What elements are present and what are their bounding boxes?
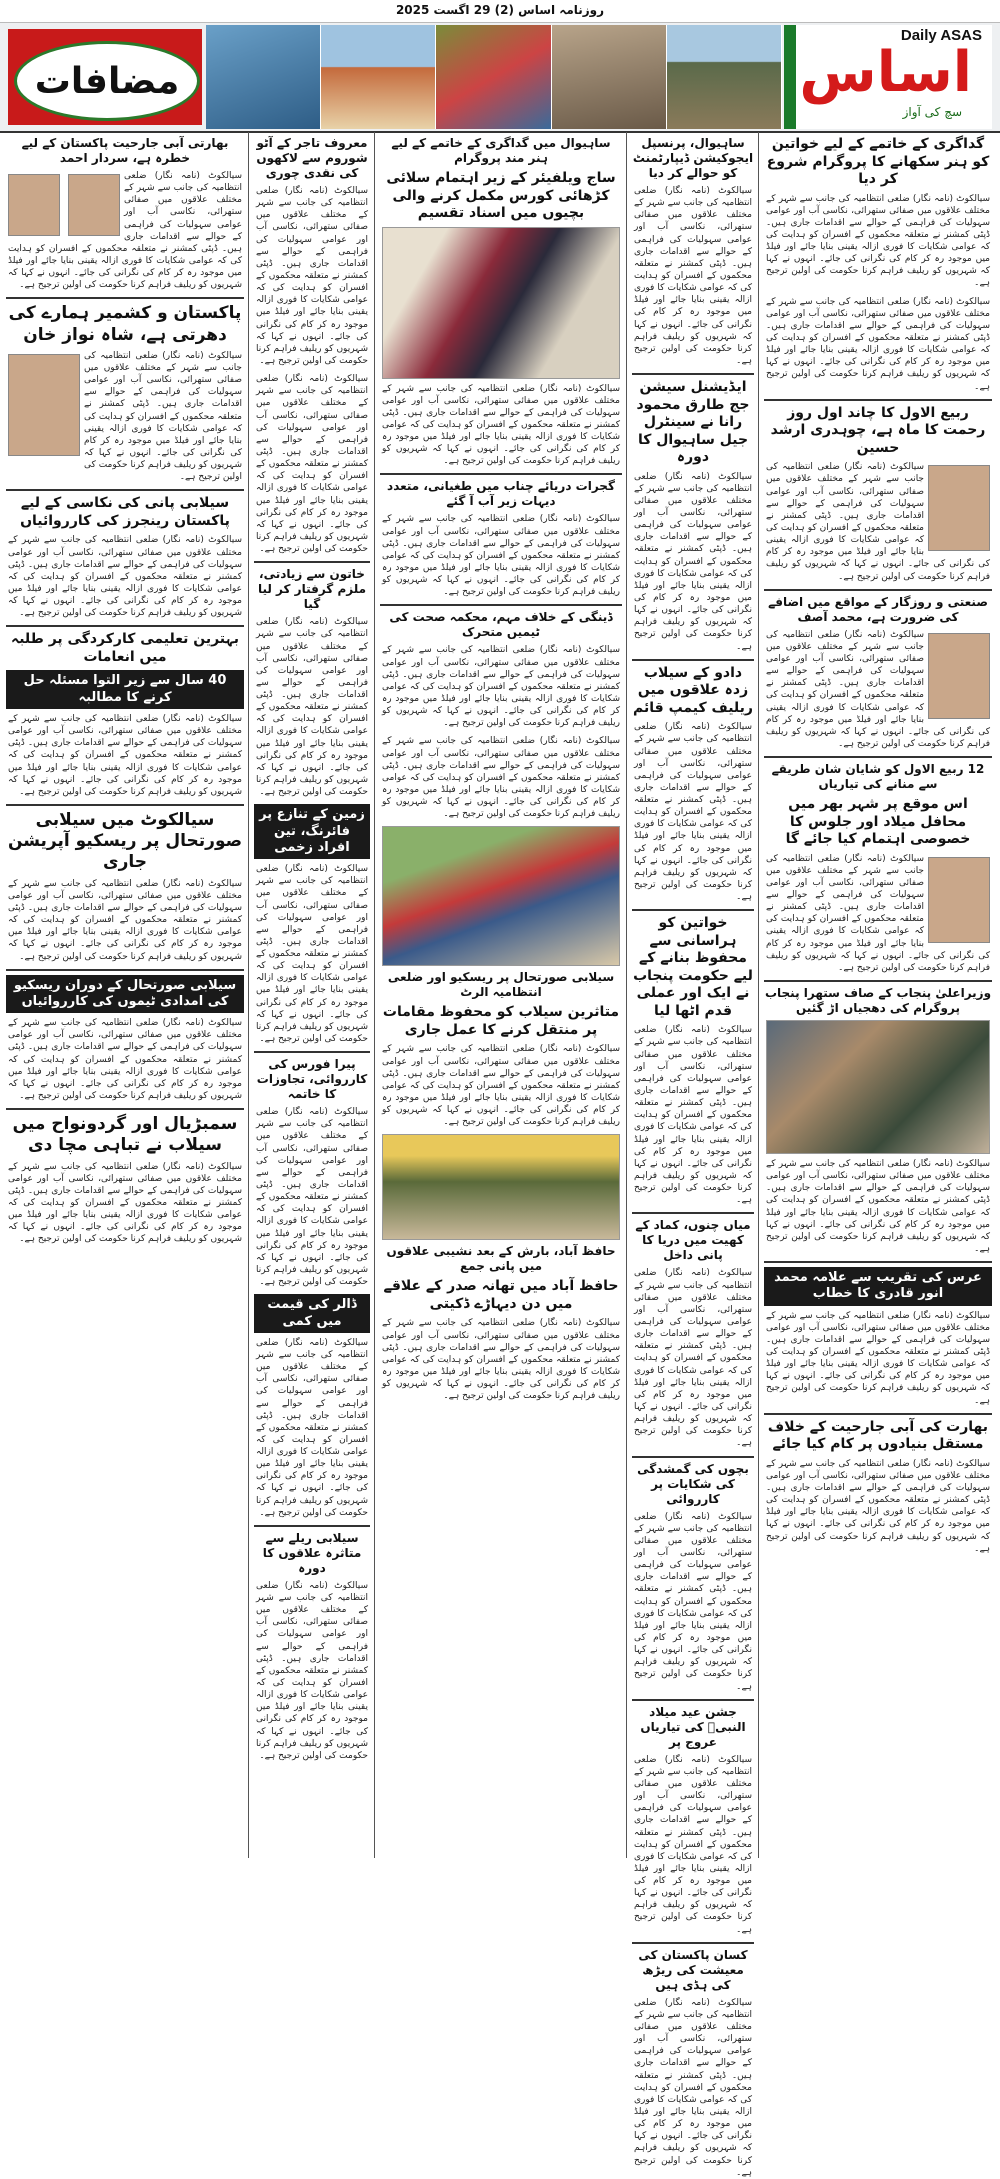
article-text: سیالکوٹ (نامہ نگار) ضلعی انتظامیہ کی جانب سے شہر کے مختلف علاقوں میں صفائی ستھرائی، نکاسی آب اور عوامی سہولیات کی فراہمی کے حوالے سے اقدامات جاری ہیں۔ ڈپٹی کمشنر نے متعلقہ محکموں کے افسران کو ہدایت کی کہ عوامی شکایات کا فوری ازالہ یقینی بنایا جائے اور فیلڈ میں موجود رہ کر کام کی نگرانی کی جائے۔ انہوں نے کہا کہ شہریوں کو ریلیف فراہم کرنا حکومت کی اولین ترجیح ہے۔ (766, 853, 990, 973)
divider (632, 1942, 754, 1944)
portrait-photo (8, 354, 80, 456)
column-rule (626, 132, 627, 1858)
divider (254, 1051, 370, 1053)
headline: ربیع الاول کا چاند اول روز رحمت کا ماہ ہے، چوہدری ارشد حسین (770, 404, 986, 456)
article-text: سیالکوٹ (نامہ نگار) ضلعی انتظامیہ کی جانب سے شہر کے مختلف علاقوں میں صفائی ستھرائی، نکاسی آب اور عوامی سہولیات کی فراہمی کے حوالے سے اقدامات جاری ہیں۔ ڈپٹی کمشنر نے متعلقہ محکموں کے افسران کو ہدایت کی کہ عوامی شکایات کا فوری ازالہ یقینی بنایا جائے اور فیلڈ میں موجود رہ کر کام کی نگرانی کی جائے۔ انہوں نے کہا کہ شہریوں کو ریلیف فراہم کرنا حکومت کی اولین ترجیح ہے۔ (256, 374, 368, 555)
masthead-photo (436, 25, 551, 129)
divider (6, 489, 244, 491)
headline: سیلابی پانی کی نکاسی کے لیے پاکستان رینجرز کی کارروائیاں (20, 495, 230, 529)
headline: ساہیوال، پرنسپل ایجوکیشن ڈیپارٹمنٹ کو حوالے کر دیا (632, 136, 754, 180)
article-text: سیالکوٹ (نامہ نگار) ضلعی انتظامیہ کی جانب سے شہر کے مختلف علاقوں میں صفائی ستھرائی، نکاسی آب اور عوامی سہولیات کی فراہمی کے حوالے سے اقدامات جاری ہیں۔ ڈپٹی کمشنر نے متعلقہ محکموں کے افسران کو ہدایت کی کہ عوامی شکایات کا فوری ازالہ یقینی بنایا جائے اور فیلڈ میں موجود رہ کر کام کی نگرانی کی جائے۔ انہوں نے کہا کہ شہریوں کو ریلیف فراہم کرنا حکومت کی اولین ترجیح ہے۔ (8, 713, 242, 797)
portrait-photo (928, 633, 990, 719)
divider (380, 604, 622, 606)
news-photo (766, 1020, 990, 1154)
article-text: سیالکوٹ (نامہ نگار) ضلعی انتظامیہ کی جانب سے شہر کے مختلف علاقوں میں صفائی ستھرائی، نکاسی آب اور عوامی سہولیات کی فراہمی کے حوالے سے اقدامات جاری ہیں۔ ڈپٹی کمشنر نے متعلقہ محکموں کے افسران کو ہدایت کی کہ عوامی شکایات کا فوری ازالہ یقینی بنایا جائے اور فیلڈ میں موجود رہ کر کام کی نگرانی کی جائے۔ انہوں نے کہا کہ شہریوں کو ریلیف فراہم کرنا حکومت کی اولین ترجیح ہے۔ (8, 1018, 242, 1101)
article-text: سیالکوٹ (نامہ نگار) ضلعی انتظامیہ کی جانب سے شہر کے مختلف علاقوں میں صفائی ستھرائی، نکاسی آب اور عوامی سہولیات کی فراہمی کے حوالے سے اقدامات جاری ہیں۔ ڈپٹی کمشنر نے متعلقہ محکموں کے افسران کو ہدایت کی کہ عوامی شکایات کا فوری ازالہ یقینی بنایا جائے اور فیلڈ میں موجود رہ کر کام کی نگرانی کی جائے۔ انہوں نے کہا کہ شہریوں کو ریلیف فراہم کرنا حکومت کی اولین ترجیح ہے۔ (382, 1318, 620, 1402)
article-text: سیالکوٹ (نامہ نگار) ضلعی انتظامیہ کی جانب سے شہر کے مختلف علاقوں میں صفائی ستھرائی، نکاسی آب اور عوامی سہولیات کی فراہمی کے حوالے سے اقدامات جاری ہیں۔ ڈپٹی کمشنر نے متعلقہ محکموں کے افسران کو ہدایت کی کہ عوامی شکایات کا فوری ازالہ یقینی بنایا جائے اور فیلڈ میں موجود رہ کر کام کی نگرانی کی جائے۔ انہوں نے کہا کہ شہریوں کو ریلیف فراہم کرنا حکومت کی اولین ترجیح ہے۔ (382, 736, 620, 820)
divider (254, 1525, 370, 1527)
article-text: سیالکوٹ (نامہ نگار) ضلعی انتظامیہ کی جانب سے شہر کے مختلف علاقوں میں صفائی ستھرائی، نکاسی آب اور عوامی سہولیات کی فراہمی کے حوالے سے اقدامات جاری ہیں۔ ڈپٹی کمشنر نے متعلقہ محکموں کے افسران کو ہدایت کی کہ عوامی شکایات کا فوری ازالہ یقینی بنایا جائے اور فیلڈ میں موجود رہ کر کام کی نگرانی کی جائے۔ انہوں نے کہا کہ شہریوں کو ریلیف فراہم کرنا حکومت کی اولین ترجیح ہے۔ (256, 617, 368, 798)
headline: سیلابی ریلے سے متاثرہ علاقوں کا دورہ (262, 1530, 362, 1575)
headline: ڈینگی کے خلاف مہم، محکمہ صحت کی ٹیمیں متحرک (389, 610, 613, 640)
column-rule (374, 132, 375, 1858)
headline: وزیراعلیٰ پنجاب کے صاف ستھرا پنجاب پروگرام کی دھجیاں اڑ گئیں (764, 985, 992, 1015)
article-text: سیالکوٹ (نامہ نگار) ضلعی انتظامیہ کی جانب سے شہر کے مختلف علاقوں میں صفائی ستھرائی، نکاسی آب اور عوامی سہولیات کی فراہمی کے حوالے سے اقدامات جاری ہیں۔ ڈپٹی کمشنر نے متعلقہ محکموں کے افسران کو ہدایت کی کہ عوامی شکایات کا فوری ازالہ یقینی بنایا جائے اور فیلڈ میں موجود رہ کر کام کی نگرانی کی جائے۔ انہوں نے کہا کہ شہریوں کو ریلیف فراہم کرنا حکومت کی اولین ترجیح ہے۔ (634, 1754, 752, 1935)
headline: کسان پاکستان کی معیشت کی ریڑھ کی ہڈی ہیں (638, 1947, 748, 1992)
divider (764, 399, 992, 401)
article-text: سیالکوٹ (نامہ نگار) ضلعی انتظامیہ کی جانب سے شہر کے مختلف علاقوں میں صفائی ستھرائی، نکاسی آب اور عوامی سہولیات کی فراہمی کے حوالے سے اقدامات جاری ہیں۔ ڈپٹی کمشنر نے متعلقہ محکموں کے افسران کو ہدایت کی کہ عوامی شکایات کا فوری ازالہ یقینی بنایا جائے اور فیلڈ میں موجود رہ کر کام کی نگرانی کی جائے۔ انہوں نے کہا کہ شہریوں کو ریلیف فراہم کرنا حکومت کی اولین ترجیح ہے۔ (8, 1161, 242, 1245)
divider (632, 1212, 754, 1214)
section-title: مضافات (14, 41, 200, 121)
brand-urdu: اساس (799, 40, 972, 105)
portrait-photo (8, 174, 60, 236)
headline: حافظ آباد، بارش کے بعد نشیبی علاقوں میں پانی جمع (386, 1244, 616, 1274)
article-text: سیالکوٹ (نامہ نگار) ضلعی انتظامیہ کی جانب سے شہر کے مختلف علاقوں میں صفائی ستھرائی، نکاسی آب اور عوامی سہولیات کی فراہمی کے حوالے سے اقدامات جاری ہیں۔ ڈپٹی کمشنر نے متعلقہ محکموں کے افسران کو ہدایت کی کہ عوامی شکایات کا فوری ازالہ یقینی بنایا جائے اور فیلڈ میں موجود رہ کر کام کی نگرانی کی جائے۔ انہوں نے کہا کہ شہریوں کو ریلیف فراہم کرنا حکومت کی اولین ترجیح ہے۔ (634, 186, 752, 366)
masthead-photo (206, 25, 321, 129)
masthead-photo (667, 25, 782, 129)
divider (764, 589, 992, 591)
headline: ایڈیشنل سیشن جج طارق محمود رانا نے سینٹرل جیل ساہیوال کا دورہ (636, 379, 750, 466)
news-photo (382, 826, 620, 966)
news-photo (382, 227, 620, 379)
portrait-photo (928, 857, 990, 943)
headline: بہترین تعلیمی کارکردگی پر طلبہ میں انعامات (11, 631, 239, 665)
headline: ساہیوال میں گداگری کے خاتمے کے لیے ہنر مند پروگرام (391, 136, 611, 165)
divider (764, 980, 992, 982)
article-text: سیالکوٹ (نامہ نگار) ضلعی انتظامیہ کی جانب سے شہر کے مختلف علاقوں میں صفائی ستھرائی، نکاسی آب اور عوامی سہولیات کی فراہمی کے حوالے سے اقدامات جاری ہیں۔ ڈپٹی کمشنر نے متعلقہ محکموں کے افسران کو ہدایت کی کہ عوامی شکایات کا فوری ازالہ یقینی بنایا جائے اور فیلڈ میں موجود رہ کر کام کی نگرانی کی جائے۔ انہوں نے کہا کہ شہریوں کو ریلیف فراہم کرنا حکومت کی اولین ترجیح ہے۔ (8, 535, 242, 619)
article-text: سیالکوٹ (نامہ نگار) ضلعی انتظامیہ کی جانب سے شہر کے مختلف علاقوں میں صفائی ستھرائی، نکاسی آب اور عوامی سہولیات کی فراہمی کے حوالے سے اقدامات جاری ہیں۔ ڈپٹی کمشنر نے متعلقہ محکموں کے افسران کو ہدایت کی کہ عوامی شکایات کا فوری ازالہ یقینی بنایا جائے اور فیلڈ میں موجود رہ کر کام کی نگرانی کی جائے۔ انہوں نے کہا کہ شہریوں کو ریلیف فراہم کرنا حکومت کی اولین ترجیح ہے۔ (382, 1044, 620, 1128)
article-text: سیالکوٹ (نامہ نگار) ضلعی انتظامیہ کی جانب سے شہر کے مختلف علاقوں میں صفائی ستھرائی، نکاسی آب اور عوامی سہولیات کی فراہمی کے حوالے سے اقدامات جاری ہیں۔ ڈپٹی کمشنر نے متعلقہ محکموں کے افسران کو ہدایت کی کہ عوامی شکایات کا فوری ازالہ یقینی بنایا جائے اور فیلڈ میں موجود رہ کر کام کی نگرانی کی جائے۔ انہوں نے کہا کہ شہریوں کو ریلیف فراہم کرنا حکومت کی اولین ترجیح ہے۔ (766, 193, 990, 289)
flag-bar (784, 25, 796, 129)
headline: ڈالر کی قیمت میں کمی (254, 1294, 370, 1333)
news-photo (382, 1134, 620, 1240)
divider (6, 297, 244, 299)
article-text: سیالکوٹ (نامہ نگار) ضلعی انتظامیہ کی جانب سے شہر کے مختلف علاقوں میں صفائی ستھرائی، نکاسی آب اور عوامی سہولیات کی فراہمی کے حوالے سے اقدامات جاری ہیں۔ ڈپٹی کمشنر نے متعلقہ محکموں کے افسران کو ہدایت کی کہ عوامی شکایات کا فوری ازالہ یقینی بنایا جائے اور فیلڈ میں موجود رہ کر کام کی نگرانی کی جائے۔ انہوں نے کہا کہ شہریوں کو ریلیف فراہم کرنا حکومت کی اولین ترجیح ہے۔ (256, 1107, 368, 1288)
divider (380, 473, 622, 475)
divider (632, 373, 754, 375)
column-3 (378, 132, 624, 1858)
portrait-photo (928, 465, 990, 551)
article-text: سیالکوٹ (نامہ نگار) ضلعی انتظامیہ کی جانب سے شہر کے مختلف علاقوں میں صفائی ستھرائی، نکاسی آب اور عوامی سہولیات کی فراہمی کے حوالے سے اقدامات جاری ہیں۔ ڈپٹی کمشنر نے متعلقہ محکموں کے افسران کو ہدایت کی کہ عوامی شکایات کا فوری ازالہ یقینی بنایا جائے اور فیلڈ میں موجود رہ کر کام کی نگرانی کی جائے۔ انہوں نے کہا کہ شہریوں کو ریلیف فراہم کرنا حکومت کی اولین ترجیح ہے۔ (8, 171, 242, 291)
headline: حافظ آباد میں تھانہ صدر کے علاقے میں دن دیہاڑے ڈکیتی (383, 1278, 619, 1312)
headline: زمین کے تنازع پر فائرنگ، تین افراد زخمی (254, 804, 370, 859)
divider (764, 756, 992, 758)
divider (6, 625, 244, 627)
article-text: سیالکوٹ (نامہ نگار) ضلعی انتظامیہ کی جانب سے شہر کے مختلف علاقوں میں صفائی ستھرائی، نکاسی آب اور عوامی سہولیات کی فراہمی کے حوالے سے اقدامات جاری ہیں۔ ڈپٹی کمشنر نے متعلقہ محکموں کے افسران کو ہدایت کی کہ عوامی شکایات کا فوری ازالہ یقینی بنایا جائے اور فیلڈ میں موجود رہ کر کام کی نگرانی کی جائے۔ انہوں نے کہا کہ شہریوں کو ریلیف فراہم کرنا حکومت کی اولین ترجیح ہے۔ (256, 1337, 368, 1518)
headline: گداگری کے خاتمے کے لیے خواتین کو ہنر سکھانے کا پروگرام شروع کر دیا (766, 136, 990, 187)
headline: پاکستان و کشمیر ہمارے کی دھرتی ہے، شاہ نواز خان (8, 303, 242, 345)
headline: معروف تاجر کے آٹو شوروم سے لاکھوں کی نقدی چوری (256, 136, 368, 180)
headline: میاں چنوں، کماد کے کھیت میں دریا کا پانی داخل (635, 1218, 751, 1263)
article-text: سیالکوٹ (نامہ نگار) ضلعی انتظامیہ کی جانب سے شہر کے مختلف علاقوں میں صفائی ستھرائی، نکاسی آب اور عوامی سہولیات کی فراہمی کے حوالے سے اقدامات جاری ہیں۔ ڈپٹی کمشنر نے متعلقہ محکموں کے افسران کو ہدایت کی کہ عوامی شکایات کا فوری ازالہ یقینی بنایا جائے اور فیلڈ میں موجود رہ کر کام کی نگرانی کی جائے۔ انہوں نے کہا کہ شہریوں کو ریلیف فراہم کرنا حکومت کی اولین ترجیح ہے۔ (8, 878, 242, 962)
column-4 (252, 132, 372, 1858)
headline: گجرات دریائے چناب میں طغیانی، متعدد دیہات زیر آب آ گئے (387, 479, 615, 509)
article-text: سیالکوٹ (نامہ نگار) ضلعی انتظامیہ کی جانب سے شہر کے مختلف علاقوں میں صفائی ستھرائی، نکاسی آب اور عوامی سہولیات کی فراہمی کے حوالے سے اقدامات جاری ہیں۔ ڈپٹی کمشنر نے متعلقہ محکموں کے افسران کو ہدایت کی کہ عوامی شکایات کا فوری ازالہ یقینی بنایا جائے اور فیلڈ میں موجود رہ کر کام کی نگرانی کی جائے۔ انہوں نے کہا کہ شہریوں کو ریلیف فراہم کرنا حکومت کی اولین ترجیح ہے۔ (634, 722, 752, 903)
headline: متاثرین سیلاب کو محفوظ مقامات پر منتقل کرنے کا عمل جاری (382, 1004, 620, 1038)
column-5 (4, 132, 246, 1858)
masthead-photo (321, 25, 436, 129)
masthead-photo-strip (206, 25, 782, 129)
headline: سیلابی صورتحال پر ریسکیو اور ضلعی انتظامیہ الرٹ (387, 970, 615, 1000)
dateline: روزنامہ اساس (2) 29 اگست 2025 (395, 3, 605, 17)
column-rule (758, 132, 759, 1858)
headline: 12 ربیع الاول کو شایان شان طریقے سے منانے کی تیاریاں (771, 762, 985, 792)
article-text: سیالکوٹ (نامہ نگار) ضلعی انتظامیہ کی جانب سے شہر کے مختلف علاقوں میں صفائی ستھرائی، نکاسی آب اور عوامی سہولیات کی فراہمی کے حوالے سے اقدامات جاری ہیں۔ ڈپٹی کمشنر نے متعلقہ محکموں کے افسران کو ہدایت کی کہ عوامی شکایات کا فوری ازالہ یقینی بنایا جائے اور فیلڈ میں موجود رہ کر کام کی نگرانی کی جائے۔ انہوں نے کہا کہ شہریوں کو ریلیف فراہم کرنا حکومت کی اولین ترجیح ہے۔ (634, 471, 752, 652)
article-text: سیالکوٹ (نامہ نگار) ضلعی انتظامیہ کی جانب سے شہر کے مختلف علاقوں میں صفائی ستھرائی، نکاسی آب اور عوامی سہولیات کی فراہمی کے حوالے سے اقدامات جاری ہیں۔ ڈپٹی کمشنر نے متعلقہ محکموں کے افسران کو ہدایت کی کہ عوامی شکایات کا فوری ازالہ یقینی بنایا جائے اور فیلڈ میں موجود رہ کر کام کی نگرانی کی جائے۔ انہوں نے کہا کہ شہریوں کو ریلیف فراہم کرنا حکومت کی اولین ترجیح ہے۔ (634, 1997, 752, 2178)
headline: ساج ویلفیئر کے زیر اہتمام سلائی کڑھائی کورس مکمل کرنے والی بچیوں میں اسناد تقسیم (386, 170, 616, 221)
article-text: سیالکوٹ (نامہ نگار) ضلعی انتظامیہ کی جانب سے شہر کے مختلف علاقوں میں صفائی ستھرائی، نکاسی آب اور عوامی سہولیات کی فراہمی کے حوالے سے اقدامات جاری ہیں۔ ڈپٹی کمشنر نے متعلقہ محکموں کے افسران کو ہدایت کی کہ عوامی شکایات کا فوری ازالہ یقینی بنایا جائے اور فیلڈ میں موجود رہ کر کام کی نگرانی کی جائے۔ انہوں نے کہا کہ شہریوں کو ریلیف فراہم کرنا حکومت کی اولین ترجیح ہے۔ (256, 864, 368, 1045)
brand-logo (784, 25, 992, 129)
headline: پیرا فورس کی کارروائی، تجاوزات کا خاتمہ (256, 1057, 368, 1102)
divider (6, 969, 244, 971)
column-1 (762, 132, 994, 1858)
article-text: سیالکوٹ (نامہ نگار) ضلعی انتظامیہ کی جانب سے شہر کے مختلف علاقوں میں صفائی ستھرائی، نکاسی آب اور عوامی سہولیات کی فراہمی کے حوالے سے اقدامات جاری ہیں۔ ڈپٹی کمشنر نے متعلقہ محکموں کے افسران کو ہدایت کی کہ عوامی شکایات کا فوری ازالہ یقینی بنایا جائے اور فیلڈ میں موجود رہ کر کام کی نگرانی کی جائے۔ انہوں نے کہا کہ شہریوں کو ریلیف فراہم کرنا حکومت کی اولین ترجیح ہے۔ (634, 1268, 752, 1449)
headline: بھارتی آبی جارحیت پاکستان کے لیے خطرہ ہے، سردار احمد (21, 136, 229, 165)
headline: بھارت کی آبی جارحیت کے خلاف مستقل بنیادوں پر کام کیا جائے (767, 1418, 989, 1453)
divider (764, 1413, 992, 1415)
divider (764, 1261, 992, 1263)
headline: سیالکوٹ میں سیلابی صورتحال پر ریسکیو آپریشن جاری (7, 809, 243, 873)
divider (254, 561, 370, 563)
article-text: سیالکوٹ (نامہ نگار) ضلعی انتظامیہ کی جانب سے شہر کے مختلف علاقوں میں صفائی ستھرائی، نکاسی آب اور عوامی سہولیات کی فراہمی کے حوالے سے اقدامات جاری ہیں۔ ڈپٹی کمشنر نے متعلقہ محکموں کے افسران کو ہدایت کی کہ عوامی شکایات کا فوری ازالہ یقینی بنایا جائے اور فیلڈ میں موجود رہ کر کام کی نگرانی کی جائے۔ انہوں نے کہا کہ شہریوں کو ریلیف فراہم کرنا حکومت کی اولین ترجیح ہے۔ (84, 350, 242, 483)
article-text: سیالکوٹ (نامہ نگار) ضلعی انتظامیہ کی جانب سے شہر کے مختلف علاقوں میں صفائی ستھرائی، نکاسی آب اور عوامی سہولیات کی فراہمی کے حوالے سے اقدامات جاری ہیں۔ ڈپٹی کمشنر نے متعلقہ محکموں کے افسران کو ہدایت کی کہ عوامی شکایات کا فوری ازالہ یقینی بنایا جائے اور فیلڈ میں موجود رہ کر کام کی نگرانی کی جائے۔ انہوں نے کہا کہ شہریوں کو ریلیف فراہم کرنا حکومت کی اولین ترجیح ہے۔ (634, 1025, 752, 1206)
headline: سیلابی صورتحال کے دوران ریسکیو کی امدادی ٹیموں کی کارروائیاں (6, 975, 244, 1014)
headline: بچوں کی گمشدگی کی شکایات پر کارروائی (637, 1461, 749, 1506)
article-text: سیالکوٹ (نامہ نگار) ضلعی انتظامیہ کی جانب سے شہر کے مختلف علاقوں میں صفائی ستھرائی، نکاسی آب اور عوامی سہولیات کی فراہمی کے حوالے سے اقدامات جاری ہیں۔ ڈپٹی کمشنر نے متعلقہ محکموں کے افسران کو ہدایت کی کہ عوامی شکایات کا فوری ازالہ یقینی بنایا جائے اور فیلڈ میں موجود رہ کر کام کی نگرانی کی جائے۔ انہوں نے کہا کہ شہریوں کو ریلیف فراہم کرنا حکومت کی اولین ترجیح ہے۔ (382, 514, 620, 598)
headline: اس موقع پر شہر بھر میں محافل میلاد اور جلوس کا خصوصی اہتمام کیا جائے گا (785, 796, 971, 848)
headline: عرس کی تقریب سے علامہ محمد انور قادری کا خطاب (764, 1267, 992, 1306)
brand-tagline: سچ کی آواز (902, 105, 962, 119)
divider (6, 804, 244, 806)
article-text: سیالکوٹ (نامہ نگار) ضلعی انتظامیہ کی جانب سے شہر کے مختلف علاقوں میں صفائی ستھرائی، نکاسی آب اور عوامی سہولیات کی فراہمی کے حوالے سے اقدامات جاری ہیں۔ ڈپٹی کمشنر نے متعلقہ محکموں کے افسران کو ہدایت کی کہ عوامی شکایات کا فوری ازالہ یقینی بنایا جائے اور فیلڈ میں موجود رہ کر کام کی نگرانی کی جائے۔ انہوں نے کہا کہ شہریوں کو ریلیف فراہم کرنا حکومت کی اولین ترجیح ہے۔ (766, 1458, 990, 1554)
section-title-block (8, 29, 202, 125)
masthead-photo (552, 25, 667, 129)
headline: 40 سال سے زیر التوا مسئلہ حل کرنے کا مطالبہ (6, 670, 244, 709)
article-text: سیالکوٹ (نامہ نگار) ضلعی انتظامیہ کی جانب سے شہر کے مختلف علاقوں میں صفائی ستھرائی، نکاسی آب اور عوامی سہولیات کی فراہمی کے حوالے سے اقدامات جاری ہیں۔ ڈپٹی کمشنر نے متعلقہ محکموں کے افسران کو ہدایت کی کہ عوامی شکایات کا فوری ازالہ یقینی بنایا جائے اور فیلڈ میں موجود رہ کر کام کی نگرانی کی جائے۔ انہوں نے کہا کہ شہریوں کو ریلیف فراہم کرنا حکومت کی اولین ترجیح ہے۔ (256, 186, 368, 366)
article-text: سیالکوٹ (نامہ نگار) ضلعی انتظامیہ کی جانب سے شہر کے مختلف علاقوں میں صفائی ستھرائی، نکاسی آب اور عوامی سہولیات کی فراہمی کے حوالے سے اقدامات جاری ہیں۔ ڈپٹی کمشنر نے متعلقہ محکموں کے افسران کو ہدایت کی کہ عوامی شکایات کا فوری ازالہ یقینی بنایا جائے اور فیلڈ میں موجود رہ کر کام کی نگرانی کی جائے۔ انہوں نے کہا کہ شہریوں کو ریلیف فراہم کرنا حکومت کی اولین ترجیح ہے۔ (766, 1158, 990, 1254)
headline: خواتین کو ہراسانی سے محفوظ بنانے کے لیے حکومت پنجاب نے ایک اور عملی قدم اٹھا لیا (633, 915, 753, 1019)
article-text: سیالکوٹ (نامہ نگار) ضلعی انتظامیہ کی جانب سے شہر کے مختلف علاقوں میں صفائی ستھرائی، نکاسی آب اور عوامی سہولیات کی فراہمی کے حوالے سے اقدامات جاری ہیں۔ ڈپٹی کمشنر نے متعلقہ محکموں کے افسران کو ہدایت کی کہ عوامی شکایات کا فوری ازالہ یقینی بنایا جائے اور فیلڈ میں موجود رہ کر کام کی نگرانی کی جائے۔ انہوں نے کہا کہ شہریوں کو ریلیف فراہم کرنا حکومت کی اولین ترجیح ہے۔ (766, 296, 990, 392)
headline: خاتون سے زیادتی، ملزم گرفتار کر لیا گیا (257, 567, 367, 612)
headline: جشن عید میلاد النبیؐ کی تیاریاں عروج پر (640, 1704, 746, 1749)
divider (6, 1108, 244, 1110)
column-2 (630, 132, 756, 2178)
headline: دادو کے سیلاب زدہ علاقوں میں ریلیف کیمپ قائم (633, 664, 753, 716)
divider (632, 1699, 754, 1701)
article-text: سیالکوٹ (نامہ نگار) ضلعی انتظامیہ کی جانب سے شہر کے مختلف علاقوں میں صفائی ستھرائی، نکاسی آب اور عوامی سہولیات کی فراہمی کے حوالے سے اقدامات جاری ہیں۔ ڈپٹی کمشنر نے متعلقہ محکموں کے افسران کو ہدایت کی کہ عوامی شکایات کا فوری ازالہ یقینی بنایا جائے اور فیلڈ میں موجود رہ کر کام کی نگرانی کی جائے۔ انہوں نے کہا کہ شہریوں کو ریلیف فراہم کرنا حکومت کی اولین ترجیح ہے۔ (382, 645, 620, 729)
brand-english: Daily ASAS (900, 27, 982, 44)
article-text: سیالکوٹ (نامہ نگار) ضلعی انتظامیہ کی جانب سے شہر کے مختلف علاقوں میں صفائی ستھرائی، نکاسی آب اور عوامی سہولیات کی فراہمی کے حوالے سے اقدامات جاری ہیں۔ ڈپٹی کمشنر نے متعلقہ محکموں کے افسران کو ہدایت کی کہ عوامی شکایات کا فوری ازالہ یقینی بنایا جائے اور فیلڈ میں موجود رہ کر کام کی نگرانی کی جائے۔ انہوں نے کہا کہ شہریوں کو ریلیف فراہم کرنا حکومت کی اولین ترجیح ہے۔ (766, 462, 990, 582)
article-text: سیالکوٹ (نامہ نگار) ضلعی انتظامیہ کی جانب سے شہر کے مختلف علاقوں میں صفائی ستھرائی، نکاسی آب اور عوامی سہولیات کی فراہمی کے حوالے سے اقدامات جاری ہیں۔ ڈپٹی کمشنر نے متعلقہ محکموں کے افسران کو ہدایت کی کہ عوامی شکایات کا فوری ازالہ یقینی بنایا جائے اور فیلڈ میں موجود رہ کر کام کی نگرانی کی جائے۔ انہوں نے کہا کہ شہریوں کو ریلیف فراہم کرنا حکومت کی اولین ترجیح ہے۔ (766, 629, 990, 749)
masthead (0, 22, 1000, 133)
article-text: سیالکوٹ (نامہ نگار) ضلعی انتظامیہ کی جانب سے شہر کے مختلف علاقوں میں صفائی ستھرائی، نکاسی آب اور عوامی سہولیات کی فراہمی کے حوالے سے اقدامات جاری ہیں۔ ڈپٹی کمشنر نے متعلقہ محکموں کے افسران کو ہدایت کی کہ عوامی شکایات کا فوری ازالہ یقینی بنایا جائے اور فیلڈ میں موجود رہ کر کام کی نگرانی کی جائے۔ انہوں نے کہا کہ شہریوں کو ریلیف فراہم کرنا حکومت کی اولین ترجیح ہے۔ (766, 1310, 990, 1406)
divider (632, 1456, 754, 1458)
headline: صنعتی و روزگار کے مواقع میں اضافے کی ضرورت ہے، محمد آصف (768, 594, 988, 624)
divider (632, 659, 754, 661)
article-text: سیالکوٹ (نامہ نگار) ضلعی انتظامیہ کی جانب سے شہر کے مختلف علاقوں میں صفائی ستھرائی، نکاسی آب اور عوامی سہولیات کی فراہمی کے حوالے سے اقدامات جاری ہیں۔ ڈپٹی کمشنر نے متعلقہ محکموں کے افسران کو ہدایت کی کہ عوامی شکایات کا فوری ازالہ یقینی بنایا جائے اور فیلڈ میں موجود رہ کر کام کی نگرانی کی جائے۔ انہوں نے کہا کہ شہریوں کو ریلیف فراہم کرنا حکومت کی اولین ترجیح ہے۔ (634, 1511, 752, 1692)
divider (632, 909, 754, 911)
article-text: سیالکوٹ (نامہ نگار) ضلعی انتظامیہ کی جانب سے شہر کے مختلف علاقوں میں صفائی ستھرائی، نکاسی آب اور عوامی سہولیات کی فراہمی کے حوالے سے اقدامات جاری ہیں۔ ڈپٹی کمشنر نے متعلقہ محکموں کے افسران کو ہدایت کی کہ عوامی شکایات کا فوری ازالہ یقینی بنایا جائے اور فیلڈ میں موجود رہ کر کام کی نگرانی کی جائے۔ انہوں نے کہا کہ شہریوں کو ریلیف فراہم کرنا حکومت کی اولین ترجیح ہے۔ (382, 383, 620, 467)
article-text: سیالکوٹ (نامہ نگار) ضلعی انتظامیہ کی جانب سے شہر کے مختلف علاقوں میں صفائی ستھرائی، نکاسی آب اور عوامی سہولیات کی فراہمی کے حوالے سے اقدامات جاری ہیں۔ ڈپٹی کمشنر نے متعلقہ محکموں کے افسران کو ہدایت کی کہ عوامی شکایات کا فوری ازالہ یقینی بنایا جائے اور فیلڈ میں موجود رہ کر کام کی نگرانی کی جائے۔ انہوں نے کہا کہ شہریوں کو ریلیف فراہم کرنا حکومت کی اولین ترجیح ہے۔ (256, 1580, 368, 1761)
headline: سمبڑیال اور گردونواح میں سیلاب نے تباہی مچا دی (12, 1114, 238, 1156)
portrait-photo (68, 174, 120, 236)
column-rule (248, 132, 249, 1858)
